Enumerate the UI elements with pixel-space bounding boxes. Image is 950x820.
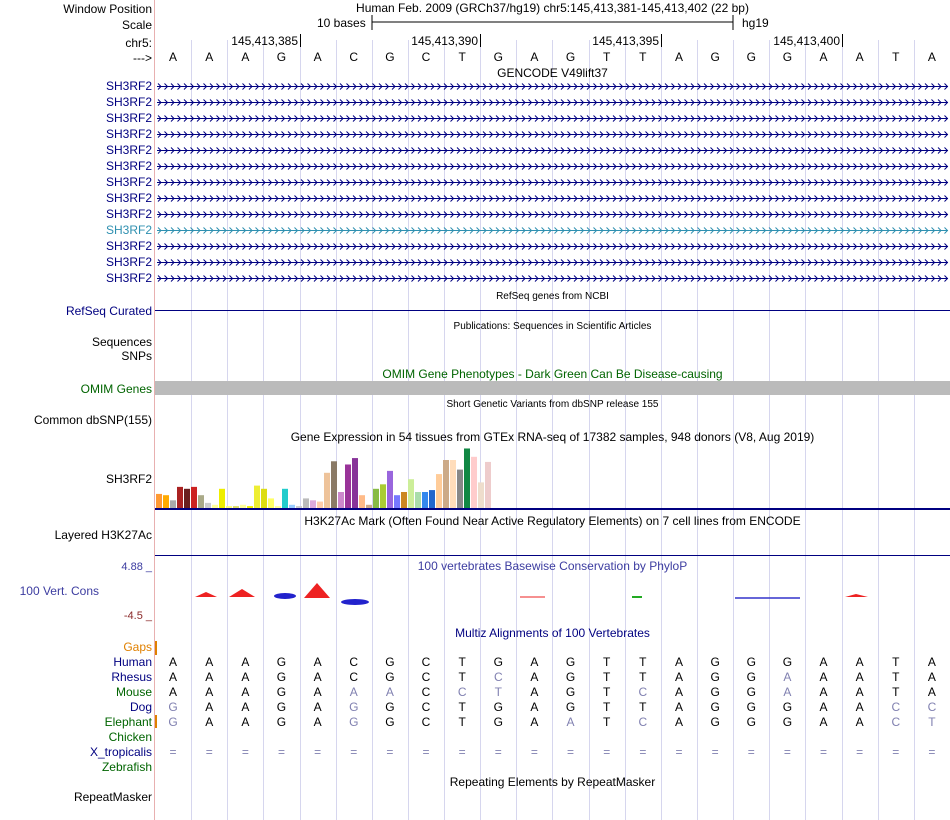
species-label[interactable]: Mouse bbox=[115, 685, 152, 699]
species-label[interactable]: Human bbox=[113, 655, 152, 669]
alignment-base: G bbox=[710, 685, 720, 699]
alignment-base: G bbox=[349, 715, 359, 729]
alignment-base: = bbox=[783, 745, 791, 759]
gene-label[interactable]: SH3RF2 bbox=[105, 159, 152, 173]
alignment-base: = bbox=[711, 745, 719, 759]
alignment-base: T bbox=[928, 715, 936, 729]
alignment-base: G bbox=[276, 685, 287, 699]
alignment-base: G bbox=[565, 700, 576, 714]
alignment-base: A bbox=[674, 685, 683, 699]
alignment-base: A bbox=[783, 685, 792, 699]
alignment-base: A bbox=[169, 655, 178, 669]
alignment-base: G bbox=[493, 715, 503, 729]
alignment-base: A bbox=[855, 715, 864, 729]
alignment-base: = bbox=[856, 745, 864, 759]
alignment-base: A bbox=[313, 700, 322, 714]
alignment-base: A bbox=[241, 715, 250, 729]
alignment-base: = bbox=[277, 745, 285, 759]
alignment-base: C bbox=[421, 715, 431, 729]
reference-base: C bbox=[349, 50, 359, 64]
alignment-base: = bbox=[820, 745, 828, 759]
alignment-base: = bbox=[422, 745, 430, 759]
alignment-base: G bbox=[276, 670, 287, 684]
alignment-base: = bbox=[458, 745, 466, 759]
position-tick-label: 145,413,400 bbox=[773, 34, 840, 48]
alignment-base: A bbox=[819, 715, 828, 729]
chrom-label: chr5: bbox=[125, 36, 152, 50]
alignment-base: = bbox=[747, 745, 755, 759]
alignment-base: = bbox=[567, 745, 575, 759]
conservation-ymin-label: -4.5 _ bbox=[123, 610, 152, 622]
alignment-base: A bbox=[205, 655, 214, 669]
reference-base: G bbox=[385, 50, 395, 64]
alignment-base: = bbox=[675, 745, 683, 759]
alignment-base: A bbox=[313, 655, 322, 669]
alignment-base: T bbox=[892, 685, 900, 699]
species-label[interactable]: X_tropicalis bbox=[89, 745, 152, 759]
strand-label: ---> bbox=[133, 51, 152, 65]
alignment-base: C bbox=[421, 685, 431, 699]
snps-label[interactable]: SNPs bbox=[121, 349, 152, 363]
refseq-label[interactable]: RefSeq Curated bbox=[65, 304, 152, 318]
alignment-base: A bbox=[241, 670, 250, 684]
alignment-base: C bbox=[457, 685, 467, 699]
alignment-base: G bbox=[565, 670, 576, 684]
alignment-base: G bbox=[385, 700, 395, 714]
species-label[interactable]: Elephant bbox=[104, 715, 152, 729]
alignment-base: = bbox=[314, 745, 322, 759]
alignment-base: A bbox=[855, 655, 864, 669]
alignment-base: C bbox=[349, 655, 359, 669]
alignment-base: A bbox=[205, 685, 214, 699]
position-tick-label: 145,413,390 bbox=[411, 34, 478, 48]
alignment-base: T bbox=[892, 655, 900, 669]
conservation-mark-g1 bbox=[274, 593, 296, 599]
conservation-mark-a3 bbox=[304, 583, 330, 598]
alignment-base: T bbox=[494, 685, 502, 699]
alignment-base: G bbox=[493, 655, 503, 669]
position-tick-label: 145,413,395 bbox=[592, 34, 659, 48]
alignment-base: A bbox=[674, 670, 683, 684]
alignment-base: = bbox=[169, 745, 177, 759]
alignment-base: C bbox=[638, 685, 648, 699]
reference-base: G bbox=[493, 50, 503, 64]
alignment-base: A bbox=[313, 670, 322, 684]
alignment-base: T bbox=[603, 685, 611, 699]
reference-base: G bbox=[710, 50, 720, 64]
alignment-base: T bbox=[603, 655, 611, 669]
alignment-base: = bbox=[928, 745, 936, 759]
conservation-ymax-label: 4.88 _ bbox=[121, 561, 152, 573]
alignment-base: A bbox=[530, 655, 539, 669]
alignment-base: A bbox=[855, 700, 864, 714]
alignment-base: A bbox=[349, 685, 358, 699]
window-position-text: Human Feb. 2009 (GRCh37/hg19) chr5:145,413,381-145,413,402 (22 bp) bbox=[356, 1, 749, 15]
repeatmasker-title: Repeating Elements by RepeatMasker bbox=[449, 775, 656, 789]
window-position-label: Window Position bbox=[63, 2, 152, 16]
conservation-mark-g2 bbox=[341, 599, 369, 605]
gaps-marker bbox=[155, 641, 157, 655]
alignment-base: G bbox=[710, 655, 720, 669]
alignment-base: C bbox=[927, 700, 937, 714]
gene-label[interactable]: SH3RF2 bbox=[105, 255, 152, 269]
multiz-title: Multiz Alignments of 100 Vertebrates bbox=[455, 626, 650, 640]
reference-base: G bbox=[746, 50, 756, 64]
alignment-base: A bbox=[169, 685, 178, 699]
gencode-title: GENCODE V49lift37 bbox=[497, 66, 608, 80]
reference-base: T bbox=[892, 50, 900, 64]
reference-base: C bbox=[421, 50, 431, 64]
alignment-base: T bbox=[458, 715, 466, 729]
alignment-base: G bbox=[349, 700, 359, 714]
alignment-base: G bbox=[168, 700, 178, 714]
alignment-base: G bbox=[385, 670, 395, 684]
gene-label[interactable]: SH3RF2 bbox=[105, 79, 152, 93]
reference-base: A bbox=[241, 50, 250, 64]
sequences-label[interactable]: Sequences bbox=[91, 335, 152, 349]
alignment-base: G bbox=[782, 655, 793, 669]
reference-base: A bbox=[855, 50, 864, 64]
species-label[interactable]: Dog bbox=[129, 700, 152, 714]
reference-base: T bbox=[458, 50, 466, 64]
alignment-base: G bbox=[276, 655, 287, 669]
dbsnp-label[interactable]: Common dbSNP(155) bbox=[33, 413, 152, 427]
alignment-base: T bbox=[639, 670, 647, 684]
alignment-base: = bbox=[530, 745, 538, 759]
alignment-base: A bbox=[385, 685, 394, 699]
alignment-base: T bbox=[639, 700, 647, 714]
alignment-base: T bbox=[603, 700, 611, 714]
omim-label[interactable]: OMIM Genes bbox=[80, 382, 152, 396]
alignment-base: G bbox=[710, 700, 720, 714]
reference-base: A bbox=[530, 50, 539, 64]
alignment-base: T bbox=[639, 655, 647, 669]
gene-label[interactable]: SH3RF2 bbox=[105, 271, 152, 285]
alignment-base: A bbox=[530, 700, 539, 714]
alignment-base: = bbox=[603, 745, 611, 759]
reference-base: G bbox=[565, 50, 576, 64]
gene-label[interactable]: SH3RF2 bbox=[105, 127, 152, 141]
h3k27ac-label[interactable]: Layered H3K27Ac bbox=[54, 528, 152, 542]
alignment-base: A bbox=[530, 685, 539, 699]
alignment-base: A bbox=[783, 670, 792, 684]
alignment-base: A bbox=[205, 700, 214, 714]
alignment-base: G bbox=[746, 670, 756, 684]
repeatmasker-label[interactable]: RepeatMasker bbox=[73, 790, 152, 804]
alignment-base: C bbox=[493, 670, 503, 684]
h3k27ac-title: H3K27Ac Mark (Often Found Near Active Regulatory Elements) on 7 cell lines from ENCODE bbox=[304, 514, 801, 528]
alignment-base: A bbox=[927, 685, 936, 699]
alignment-base: A bbox=[530, 715, 539, 729]
alignment-base: G bbox=[746, 655, 756, 669]
alignment-base: T bbox=[892, 670, 900, 684]
gene-label[interactable]: SH3RF2 bbox=[105, 207, 152, 221]
alignment-base: = bbox=[241, 745, 249, 759]
gtex-label[interactable]: SH3RF2 bbox=[105, 472, 152, 486]
alignment-base: T bbox=[603, 715, 611, 729]
alignment-base: G bbox=[565, 655, 576, 669]
alignment-base: C bbox=[421, 670, 431, 684]
alignment-base: = bbox=[386, 745, 394, 759]
alignment-base: G bbox=[168, 715, 178, 729]
alignment-base: = bbox=[494, 745, 502, 759]
gtex-title: Gene Expression in 54 tissues from GTEx RNA-seq of 17382 samples, 948 donors (V8, Aug 2019) bbox=[290, 430, 815, 444]
alignment-base: C bbox=[891, 700, 901, 714]
alignment-base: = bbox=[350, 745, 358, 759]
reference-base: A bbox=[313, 50, 322, 64]
species-label[interactable]: Rhesus bbox=[111, 670, 152, 684]
position-tick-label: 145,413,385 bbox=[231, 34, 298, 48]
alignment-base: A bbox=[855, 670, 864, 684]
alignment-base: = bbox=[892, 745, 900, 759]
alignment-base: A bbox=[674, 655, 683, 669]
conservation-mark-a2 bbox=[229, 589, 255, 597]
alignment-base: G bbox=[276, 700, 287, 714]
alignment-base: A bbox=[530, 670, 539, 684]
alignment-base: A bbox=[241, 700, 250, 714]
alignment-base: G bbox=[493, 700, 503, 714]
alignment-base: A bbox=[241, 655, 250, 669]
alignment-base: G bbox=[746, 715, 756, 729]
omim-title: OMIM Gene Phenotypes - Dark Green Can Be Disease-causing bbox=[382, 367, 723, 381]
alignment-base: = bbox=[205, 745, 213, 759]
alignment-base: G bbox=[746, 700, 756, 714]
alignment-base: G bbox=[710, 715, 720, 729]
alignment-base: G bbox=[385, 655, 395, 669]
reference-base: A bbox=[674, 50, 683, 64]
conservation-label[interactable]: 100 Vert. Cons bbox=[19, 584, 99, 598]
reference-base: T bbox=[639, 50, 647, 64]
publications-title: Publications: Sequences in Scientific Articles bbox=[453, 321, 652, 332]
alignment-base: A bbox=[819, 700, 828, 714]
alignment-base: A bbox=[205, 670, 214, 684]
conservation-mark-a1 bbox=[195, 592, 217, 597]
alignment-base: G bbox=[746, 685, 756, 699]
conservation-title: 100 vertebrates Basewise Conservation by PhyloP bbox=[417, 559, 688, 573]
alignment-base: C bbox=[421, 700, 431, 714]
alignment-base: A bbox=[169, 670, 178, 684]
alignment-base: G bbox=[276, 715, 287, 729]
gene-label[interactable]: SH3RF2 bbox=[105, 95, 152, 109]
reference-base: A bbox=[819, 50, 828, 64]
alignment-base: C bbox=[638, 715, 648, 729]
alignment-base: A bbox=[927, 670, 936, 684]
scale-label: Scale bbox=[121, 18, 152, 32]
refseq-title: RefSeq genes from NCBI bbox=[496, 291, 609, 302]
alignment-base: C bbox=[421, 655, 431, 669]
species-label[interactable]: Zebrafish bbox=[101, 760, 152, 774]
alignment-base: T bbox=[458, 655, 466, 669]
gene-label[interactable]: SH3RF2 bbox=[105, 111, 152, 125]
alignment-base: A bbox=[674, 715, 683, 729]
dbsnp-title: Short Genetic Variants from dbSNP release 155 bbox=[446, 399, 659, 410]
alignment-base: T bbox=[458, 670, 466, 684]
alignment-base: A bbox=[205, 715, 214, 729]
gene-label[interactable]: SH3RF2 bbox=[105, 175, 152, 189]
reference-base: A bbox=[205, 50, 214, 64]
species-label[interactable]: Chicken bbox=[108, 730, 152, 744]
alignment-base: A bbox=[819, 655, 828, 669]
alignment-base: T bbox=[603, 670, 611, 684]
reference-base: G bbox=[782, 50, 793, 64]
gene-label[interactable]: SH3RF2 bbox=[105, 239, 152, 253]
reference-base: A bbox=[169, 50, 178, 64]
gene-label[interactable]: SH3RF2 bbox=[105, 223, 152, 237]
conservation-mark-a5 bbox=[845, 594, 868, 597]
reference-base: A bbox=[927, 50, 936, 64]
alignment-base: T bbox=[458, 700, 466, 714]
alignment-base: = bbox=[639, 745, 647, 759]
alignment-base: A bbox=[241, 685, 250, 699]
gaps-label: Gaps bbox=[123, 640, 152, 654]
gene-label[interactable]: SH3RF2 bbox=[105, 191, 152, 205]
alignment-base: G bbox=[385, 715, 395, 729]
alignment-base: A bbox=[819, 670, 828, 684]
alignment-base: A bbox=[855, 685, 864, 699]
alignment-base: A bbox=[674, 700, 683, 714]
alignment-base: G bbox=[782, 700, 793, 714]
gene-label[interactable]: SH3RF2 bbox=[105, 143, 152, 157]
elephant-gap-marker bbox=[155, 715, 157, 728]
alignment-base: A bbox=[566, 715, 575, 729]
alignment-base: C bbox=[349, 670, 359, 684]
scale-text: 10 bases bbox=[317, 16, 366, 30]
alignment-base: C bbox=[891, 715, 901, 729]
reference-base: G bbox=[276, 50, 287, 64]
scale-assembly: hg19 bbox=[742, 16, 769, 30]
alignment-base: A bbox=[313, 685, 322, 699]
alignment-base: A bbox=[313, 715, 322, 729]
reference-base: T bbox=[603, 50, 611, 64]
alignment-base: G bbox=[782, 715, 793, 729]
alignment-base: G bbox=[710, 670, 720, 684]
alignment-base: A bbox=[819, 685, 828, 699]
alignment-base: G bbox=[565, 685, 576, 699]
alignment-base: A bbox=[927, 655, 936, 669]
